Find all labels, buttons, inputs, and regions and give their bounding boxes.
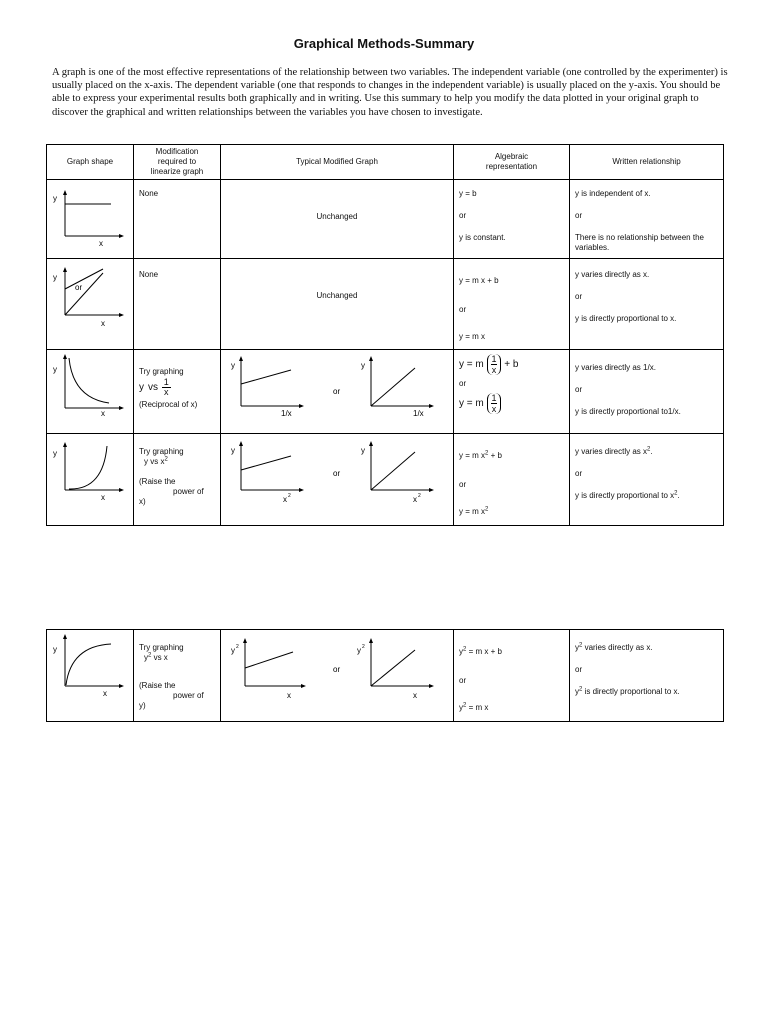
- bracket-fraction: 1 x: [487, 393, 502, 414]
- y-axis-label: y: [53, 194, 57, 203]
- algebraic-cell: y = m x + b or y = m x: [454, 259, 570, 350]
- written-cell: $y^2$ varies directly as x. or $y^2$ is directly proportional to x.: [570, 630, 724, 722]
- graph-shape-cell: [47, 350, 134, 434]
- saturation-curve-graph: [47, 630, 134, 721]
- power-x-modified-graphs: [221, 434, 454, 525]
- summary-table: [46, 144, 724, 526]
- algebraic-cell: y = b or y is constant.: [454, 180, 570, 259]
- horizontal-line-graph: [47, 180, 134, 258]
- decay-curve: [69, 358, 109, 403]
- header-algebraic: Algebraic representation: [454, 145, 570, 180]
- x-axis-label: x: [99, 239, 103, 248]
- svg-text:y: y: [53, 273, 57, 282]
- svg-text:x: x: [103, 689, 107, 698]
- svg-text:1/x: 1/x: [281, 409, 292, 418]
- header-row: [47, 145, 724, 180]
- svg-text:x: x: [101, 409, 105, 418]
- table-row: [47, 180, 724, 259]
- modification-cell: Try graphing $y^2$ vs x (Raise the power of y): [134, 630, 221, 722]
- svg-text:y: y: [53, 449, 57, 458]
- graph-shape-cell: [47, 630, 134, 722]
- header-graph-shape: Graph shape: [47, 145, 134, 180]
- svg-text:or: or: [333, 387, 341, 396]
- bracket-fraction: 1 x: [487, 354, 502, 375]
- table-row: [47, 434, 724, 526]
- svg-text:or: or: [333, 665, 341, 674]
- graph-shape-cell: [47, 259, 134, 350]
- modification-cell: Try graphing y vs 1 x (Reciprocal of x): [134, 350, 221, 434]
- svg-text:x: x: [283, 495, 287, 504]
- svg-text:2: 2: [236, 644, 239, 650]
- modification-cell: Try graphing y vs $x^2$ (Raise the power of x): [134, 434, 221, 526]
- typical-graph-cell: [221, 350, 454, 434]
- svg-text:y: y: [361, 446, 365, 455]
- algebraic-cell: y = m $x^2 + b$ or y = m $x^2$: [454, 434, 570, 526]
- svg-text:or: or: [75, 283, 83, 292]
- svg-text:x: x: [101, 319, 105, 328]
- typical-graph-cell: Unchanged: [221, 259, 454, 350]
- table-row: [47, 259, 724, 350]
- svg-text:x: x: [101, 493, 105, 502]
- written-cell: y is independent of x. or There is no relationship between the variables.: [570, 180, 724, 259]
- svg-text:y: y: [231, 646, 235, 655]
- svg-text:or: or: [333, 469, 341, 478]
- svg-text:y: y: [357, 646, 361, 655]
- svg-text:2: 2: [288, 493, 291, 499]
- linear-graph: [47, 259, 134, 349]
- written-cell: y varies directly as $x^2$. or y is directly proportional to $x^2$.: [570, 434, 724, 526]
- reciprocal-equation-1: y = m 1 x + b: [459, 354, 519, 375]
- typical-graph-cell: [221, 630, 454, 722]
- power-y-modified-graphs: [221, 630, 454, 721]
- reciprocal-equation-2: y = m 1 x: [459, 393, 564, 414]
- intro-paragraph: A graph is one of the most effective representations of the relationship between two variables. The independent variable (one controlled by the experimenter) is usually placed on the x-axis. The dependent variable (one that responds to changes in the independent variable) is usually placed on the y-axis. You should be able to express your experimental results both graphically and in writing. Use this summary to help you modify the data plotted in your original graph to discover the graphical and written relationships between the variables you have chosen to investigate.: [52, 67, 728, 118]
- svg-text:1/x: 1/x: [413, 409, 424, 418]
- typical-graph-cell: [221, 434, 454, 526]
- modification-cell: None: [134, 259, 221, 350]
- algebraic-cell: $y^2 = m$ x + b or $y^2 = m$ x: [454, 630, 570, 722]
- growth-curve-graph: [47, 434, 134, 525]
- table-row: [47, 350, 724, 434]
- written-cell: y varies directly as 1/x. or y is directly proportional to1/x.: [570, 350, 724, 434]
- svg-text:x: x: [287, 691, 291, 700]
- svg-text:y: y: [53, 645, 57, 654]
- page-title: Graphical Methods-Summary: [293, 36, 475, 51]
- algebraic-cell: y = m 1 x + b or y = m 1 x: [454, 350, 570, 434]
- svg-text:y: y: [231, 361, 235, 370]
- modification-cell: None: [134, 180, 221, 259]
- table-row: [47, 630, 724, 722]
- fraction: 1 x: [163, 377, 169, 397]
- svg-text:y: y: [53, 365, 57, 374]
- graph-shape-cell: [47, 434, 134, 526]
- svg-text:x: x: [413, 691, 417, 700]
- parabola-curve: [69, 446, 107, 489]
- svg-text:2: 2: [362, 644, 365, 650]
- header-modification: Modification required to linearize graph: [134, 145, 221, 180]
- reciprocal-curve-graph: [47, 350, 134, 433]
- typical-graph-cell: Unchanged: [221, 180, 454, 259]
- summary-table-continued: [46, 629, 724, 722]
- reciprocal-expression: y vs 1 x: [139, 377, 169, 397]
- header-typical-graph: Typical Modified Graph: [221, 145, 454, 180]
- header-written: Written relationship: [570, 145, 724, 180]
- svg-text:y: y: [231, 446, 235, 455]
- graph-shape-cell: [47, 180, 134, 259]
- svg-text:2: 2: [418, 493, 421, 499]
- root-curve: [66, 644, 111, 685]
- reciprocal-modified-graphs: [221, 350, 454, 433]
- svg-text:y: y: [361, 361, 365, 370]
- written-cell: y varies directly as x. or y is directly proportional to x.: [570, 259, 724, 350]
- svg-text:x: x: [413, 495, 417, 504]
